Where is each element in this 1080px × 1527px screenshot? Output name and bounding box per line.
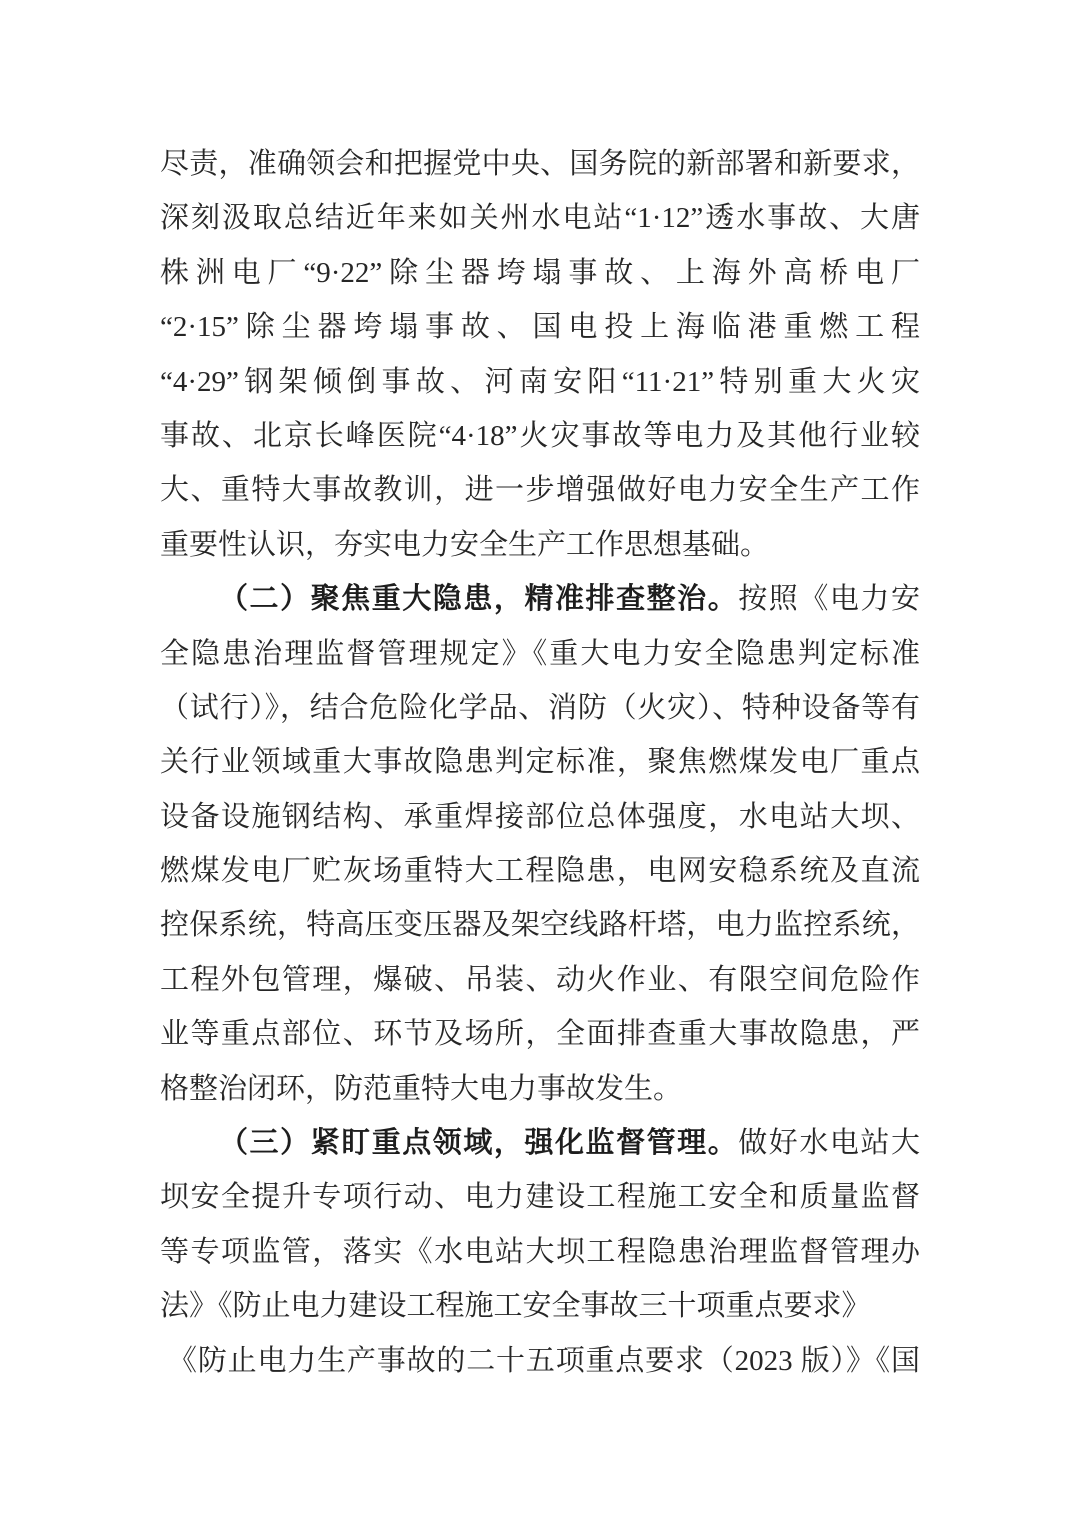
text-line: 关行业领域重大事故隐患判定标准，聚焦燃煤发电厂重点	[160, 746, 920, 779]
text-line: 重要性认识，夯实电力安全生产工作思想基础。	[160, 528, 770, 561]
text-line: “4·29”钢架倾倒事故、河南安阳“11·21”特别重大火灾	[160, 365, 920, 398]
section-body-text: 按照《电力安	[738, 583, 920, 616]
text-line: 工程外包管理，爆破、吊装、动火作业、有限空间危险作	[160, 963, 920, 996]
section-number-and-heading: （二）聚焦重大隐患，精准排查整治。	[219, 583, 739, 616]
text-line: 全隐患治理监督管理规定》《重大电力安全隐患判定标准	[160, 637, 920, 670]
text-line: 事故、北京长峰医院“4·18”火灾事故等电力及其他行业较	[160, 419, 920, 452]
text-line: 格整治闭环，防范重特大电力事故发生。	[160, 1072, 683, 1105]
text-line: 大、重特大事故教训，进一步增强做好电力安全生产工作	[160, 474, 920, 507]
text-line: 深刻汲取总结近年来如关州水电站“1·12”透水事故、大唐	[160, 202, 920, 235]
section-number-and-heading: （三）紧盯重点领域，强化监督管理。	[219, 1127, 739, 1160]
text-line: 燃煤发电厂贮灰场重特大工程隐患，电网安稳系统及直流	[160, 855, 920, 888]
section-body-text: 做好水电站大	[738, 1127, 920, 1160]
text-line: 坝安全提升专项行动、电力建设工程施工安全和质量监督	[160, 1181, 920, 1214]
text-line: 《防止电力生产事故的二十五项重点要求（2023 版）》《国	[168, 1344, 920, 1377]
text-line: 业等重点部位、环节及场所，全面排查重大事故隐患，严	[160, 1018, 920, 1051]
text-line: 控保系统，特高压变压器及架空线路杆塔，电力监控系统，	[160, 909, 920, 942]
text-line: 尽责，准确领会和把握党中央、国务院的新部署和新要求，	[160, 148, 920, 180]
text-line: 株洲电厂“9·22”除尘器垮塌事故、上海外高桥电厂	[160, 256, 920, 289]
text-line-section-heading	[160, 572, 920, 626]
text-line: “2·15”除尘器垮塌事故、国电投上海临港重燃工程	[160, 311, 920, 344]
text-line: （试行）》，结合危险化学品、消防（火灾）、特种设备等有	[160, 691, 920, 724]
text-line-section-heading	[160, 1116, 920, 1170]
text-line: 设备设施钢结构、承重焊接部位总体强度，水电站大坝、	[160, 800, 920, 833]
text-line: 等专项监管，落实《水电站大坝工程隐患治理监督管理办	[160, 1235, 920, 1268]
text-line: 法》《防止电力建设工程施工安全事故三十项重点要求》	[160, 1290, 871, 1323]
